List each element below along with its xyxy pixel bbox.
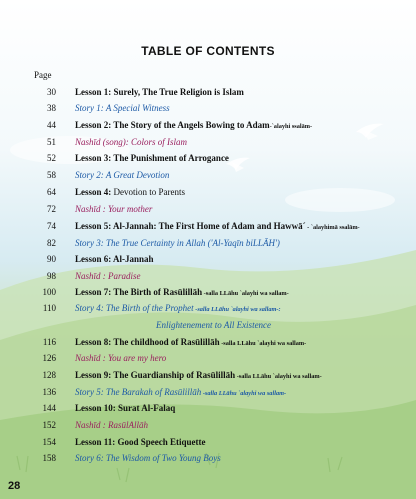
toc-entry-subtext: Devotion to Parents: [111, 187, 186, 197]
toc-entry-text: Nashīd : You are my hero: [75, 353, 167, 363]
toc-page-number: 152: [42, 420, 56, 430]
toc-story-title: [75, 167, 169, 183]
toc-entry-honorific: - `alayhimā ssalām-: [305, 224, 360, 231]
toc-page-number: 144: [42, 403, 56, 413]
toc-entry-text: Lesson 10: Surat Al-Falaq: [75, 403, 176, 413]
toc-page-number: 136: [42, 387, 56, 397]
page-column-header: Page: [34, 70, 52, 80]
toc-entry-honorific: -salla LLāhu `alayhi wa sallam-: [235, 373, 322, 380]
toc-row[interactable]: [0, 317, 416, 333]
toc-entry-text: Story 4: The Birth of the Prophet: [75, 303, 194, 313]
toc-entry-text: Lesson 6: Al-Jannah: [75, 254, 154, 264]
toc-lesson-title: [75, 184, 185, 200]
toc-story-title: [75, 300, 281, 318]
toc-entry-text: Story 6: The Wisdom of Two Young Boys: [75, 453, 221, 463]
toc-entry-text: Enlightenement to All Existence: [156, 320, 272, 330]
toc-page-number: 52: [47, 153, 56, 163]
toc-entry-text: Lesson 3: The Punishment of Arrogance: [75, 153, 229, 163]
toc-row[interactable]: [0, 400, 416, 416]
toc-entry-text: Story 2: A Great Devotion: [75, 170, 170, 180]
toc-row[interactable]: [0, 218, 416, 234]
toc-nashid-title: [75, 268, 141, 284]
toc-story-title: [75, 235, 280, 251]
toc-entry-text: Lesson 11: Good Speech Etiquette: [75, 437, 206, 447]
toc-entry-text: Lesson 1: Surely, The True Religion is Islam: [75, 87, 244, 97]
toc-entry-text: Lesson 9: The Guardianship of Rasūlillāh: [75, 370, 236, 380]
toc-row[interactable]: [0, 134, 416, 150]
toc-page-number: 51: [47, 137, 56, 147]
page-title: TABLE OF CONTENTS: [141, 44, 275, 58]
toc-lesson-title: [75, 251, 154, 267]
toc-page-number: 100: [42, 287, 56, 297]
toc-page-number: 38: [47, 103, 56, 113]
toc-page-number: 98: [47, 271, 56, 281]
toc-page-number: 64: [47, 187, 56, 197]
page-number: 28: [8, 480, 21, 492]
toc-entry-text: Lesson 8: The childhood of Rasūlillāh: [75, 337, 220, 347]
toc-lesson-title: [75, 400, 175, 416]
toc-entry-text: Story 5: The Barakah of Rasūlillāh: [75, 387, 202, 397]
toc-row[interactable]: [0, 235, 416, 251]
toc-story-title: [156, 317, 271, 333]
toc-nashid-title: [75, 417, 148, 433]
toc-story-title: [75, 100, 170, 116]
toc-entry-text: Lesson 4:: [75, 187, 112, 197]
toc-row[interactable]: [0, 450, 416, 466]
toc-entry-honorific: -salla LLāhu `alayhi wa sallam-: [201, 390, 287, 397]
toc-lesson-title: [75, 218, 360, 236]
toc-nashid-title: [75, 350, 166, 366]
toc-page-number: 30: [47, 87, 56, 97]
toc-entry-text: Story 3: The True Certainty in Allah ('Al-Yaqīn biLLĀH'): [75, 238, 280, 248]
toc-entry-text: Nashīd : RasūlAllāh: [75, 420, 149, 430]
toc-page-number: 82: [47, 238, 56, 248]
toc-page-number: 72: [47, 204, 56, 214]
toc-row[interactable]: [0, 150, 416, 166]
toc-entry-honorific: -salla LLāhu `alayhi wa sallam-:: [193, 306, 281, 313]
toc-page-number: 74: [47, 221, 56, 231]
toc-nashid-title: [75, 201, 152, 217]
toc-entry-text: Nashīd : Your mother: [75, 204, 153, 214]
toc-page-number: 126: [42, 353, 56, 363]
toc-row[interactable]: [0, 434, 416, 450]
toc-row[interactable]: [0, 417, 416, 433]
toc-row[interactable]: [0, 334, 416, 350]
toc-row[interactable]: [0, 251, 416, 267]
toc-page-number: 116: [42, 337, 56, 347]
toc-row[interactable]: [0, 167, 416, 183]
toc-lesson-title: [75, 150, 229, 166]
toc-page-number: 128: [42, 370, 56, 380]
toc-lesson-title: [75, 84, 244, 100]
toc-lesson-title: [75, 117, 312, 135]
toc-entry-honorific: -salla LLāhu `alayhi wa sallam-: [219, 340, 307, 347]
toc-row[interactable]: [0, 268, 416, 284]
toc-row[interactable]: [0, 201, 416, 217]
toc-entry-text: Nashīd (song): Colors of Islam: [75, 137, 188, 147]
toc-page-number: 58: [47, 170, 56, 180]
toc-lesson-title: [75, 434, 206, 450]
toc-entry-honorific: -`alayhi ssalām-: [269, 123, 313, 130]
toc-row[interactable]: [0, 117, 416, 133]
toc-row[interactable]: [0, 300, 416, 316]
toc-row[interactable]: [0, 100, 416, 116]
toc-row[interactable]: [0, 284, 416, 300]
toc-page-number: 44: [47, 120, 56, 130]
toc-entry-text: Story 1: A Special Witness: [75, 103, 170, 113]
toc-entry-text: Lesson 2: The Story of the Angels Bowing to Adam: [75, 120, 270, 130]
toc-page-number: 110: [42, 303, 56, 313]
toc-row[interactable]: [0, 350, 416, 366]
toc-page-number: 154: [42, 437, 56, 447]
toc-row[interactable]: [0, 367, 416, 383]
toc-lesson-title: [75, 367, 322, 385]
toc-page-number: 90: [47, 254, 56, 264]
toc-entry-text: Nashīd : Paradise: [75, 271, 141, 281]
toc-row[interactable]: [0, 84, 416, 100]
toc-entry-honorific: -salla LLāhu `alayhi wa sallam-: [202, 290, 289, 297]
toc-nashid-title: [75, 134, 187, 150]
toc-row[interactable]: [0, 384, 416, 400]
toc-entry-text: Lesson 5: Al-Jannah: The First Home of Adam and Hawwā´: [75, 221, 306, 231]
toc-page-number: 158: [42, 453, 56, 463]
toc-entry-text: Lesson 7: The Birth of Rasūlillāh: [75, 287, 203, 297]
toc-story-title: [75, 450, 221, 466]
toc-row[interactable]: [0, 184, 416, 200]
